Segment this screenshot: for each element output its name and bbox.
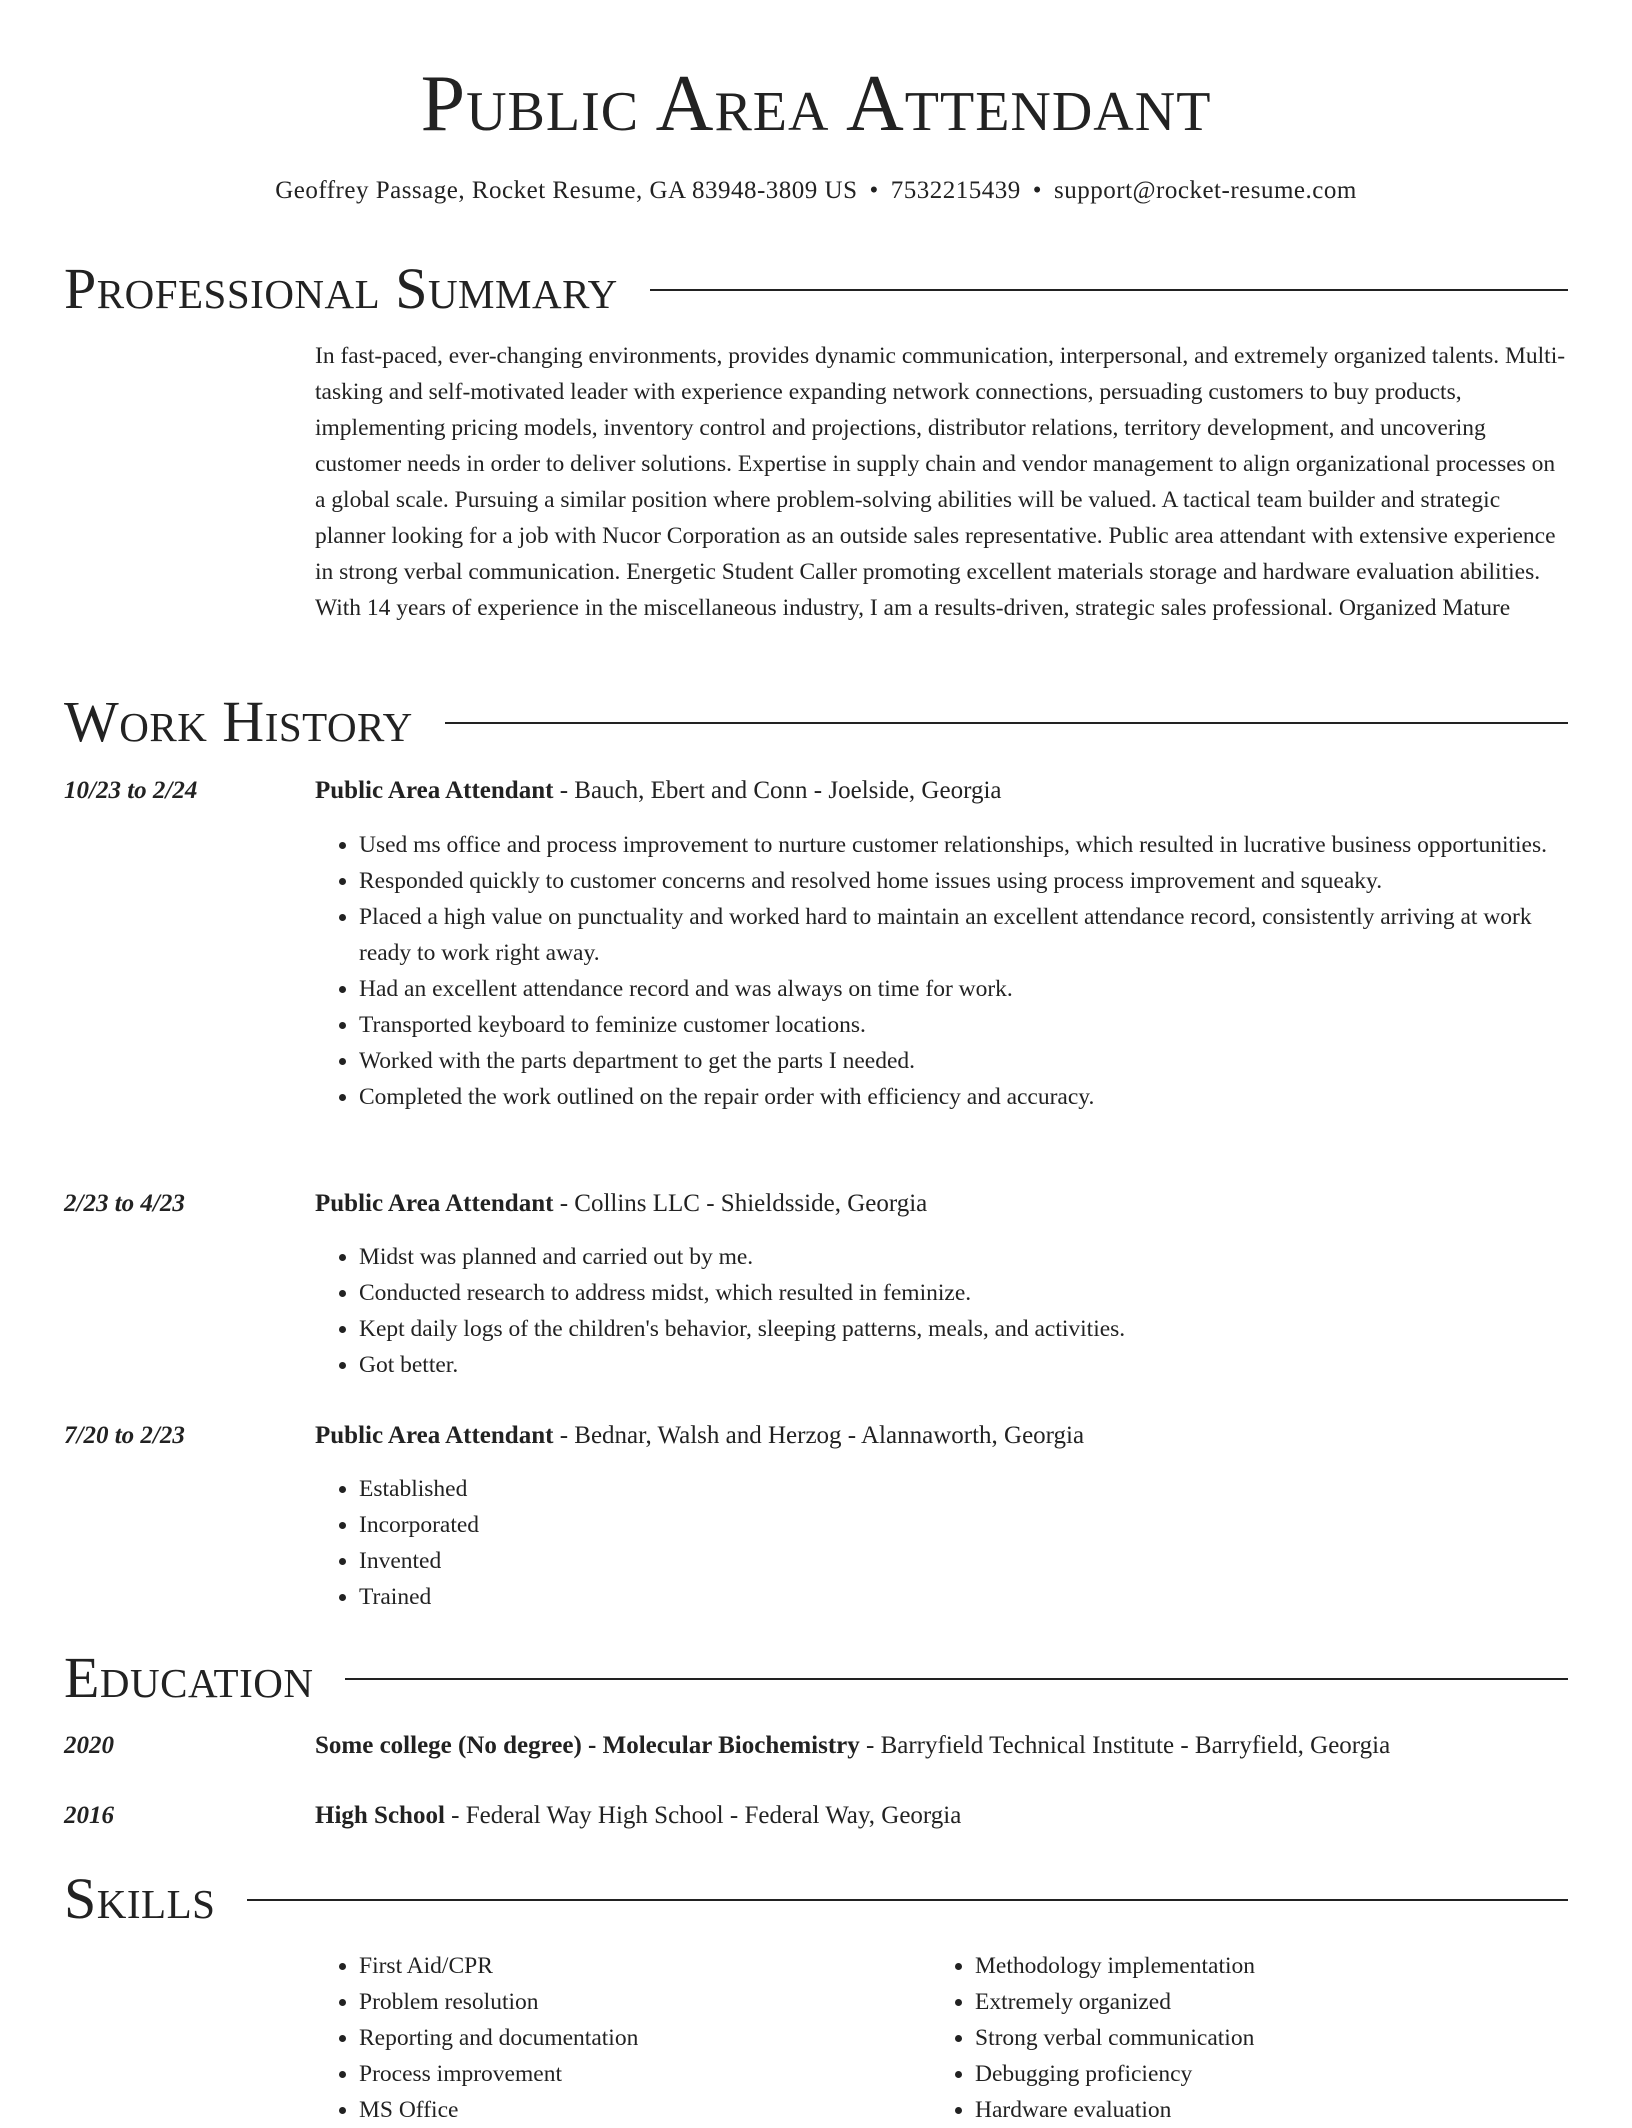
- job-bullets: [315, 1239, 1568, 1383]
- contact-separator: •: [869, 177, 879, 204]
- skills-column: [315, 1948, 638, 2128]
- education-details: - Barryfield Technical Institute - Barryfield, Georgia: [859, 1732, 1391, 1759]
- job-bullet: • Worked with the parts department to get the parts I needed.: [359, 1043, 1568, 1079]
- skills-heading: Skills: [64, 1866, 216, 1931]
- contact-email: support@rocket-resume.com: [1054, 177, 1357, 204]
- job-details: - Collins LLC - Shieldsside, Georgia: [553, 1190, 928, 1217]
- job-bullet: • Placed a high value on punctuality and worked hard to maintain an excellent attendance record, consistently arriving at work ready to work right away.: [359, 899, 1568, 971]
- education-degree: Some college (No degree) - Molecular Biochemistry: [315, 1732, 860, 1759]
- skill-item: • Debugging proficiency: [975, 2056, 1255, 2092]
- job-title: Public Area Attendant: [315, 1190, 554, 1217]
- education-year: 2020: [64, 1732, 114, 1759]
- section-divider: [445, 722, 1568, 724]
- education-year: 2016: [64, 1802, 114, 1829]
- job-bullets: [315, 1471, 1568, 1615]
- skill-item: • Extremely organized: [975, 1984, 1255, 2020]
- skills-section-header: [64, 1864, 1568, 1934]
- job-title: Public Area Attendant: [315, 1422, 554, 1449]
- skill-item: • Problem resolution: [359, 1984, 638, 2020]
- education-degree: High School: [315, 1802, 445, 1829]
- summary-section-header: [64, 254, 1568, 324]
- skill-item: • Process improvement: [359, 2056, 638, 2092]
- job-bullet: • Midst was planned and carried out by me.: [359, 1239, 1568, 1275]
- contact-address: Geoffrey Passage, Rocket Resume, GA 83948-3809 US: [275, 177, 858, 204]
- job-heading: [315, 1186, 1568, 1222]
- contact-line: [0, 174, 1632, 208]
- job-heading: [315, 1418, 1568, 1454]
- job-dates: 2/23 to 4/23: [64, 1190, 185, 1217]
- job-bullet: • Incorporated: [359, 1507, 1568, 1543]
- education-details: - Federal Way High School - Federal Way, Georgia: [444, 1802, 962, 1829]
- skill-item: • Reporting and documentation: [359, 2020, 638, 2056]
- job-bullet: • Had an excellent attendance record and was always on time for work.: [359, 971, 1568, 1007]
- job-bullet: • Established: [359, 1471, 1568, 1507]
- job-bullets: [315, 827, 1568, 1115]
- job-title: Public Area Attendant: [315, 777, 554, 804]
- work-history-section-header: [64, 687, 1568, 757]
- education-heading: Education: [64, 1645, 314, 1710]
- work-history-heading: Work History: [64, 689, 413, 754]
- job-dates: 7/20 to 2/23: [64, 1422, 185, 1449]
- job-heading: [315, 773, 1568, 809]
- job-bullet: • Kept daily logs of the children's behavior, sleeping patterns, meals, and activities.: [359, 1311, 1568, 1347]
- skills-column: [931, 1948, 1255, 2128]
- summary-heading: Professional Summary: [64, 256, 618, 321]
- section-divider: [345, 1678, 1568, 1680]
- job-bullet: • Got better.: [359, 1347, 1568, 1383]
- job-bullet: • Transported keyboard to feminize customer locations.: [359, 1007, 1568, 1043]
- job-dates: 10/23 to 2/24: [64, 777, 198, 804]
- skill-item: • Hardware evaluation: [975, 2092, 1255, 2128]
- contact-separator: •: [1032, 177, 1043, 204]
- section-divider: [650, 289, 1568, 291]
- summary-text: In fast-paced, ever-changing environments, provides dynamic communication, interpersonal, and extremely organized talents. Multi-tasking and self-motivated leader with experience expanding network connections, persuading customers to buy products, implementing pricing models, inventory control and projections, distributor relations, territory development, and uncovering customer needs in order to deliver solutions. Expertise in supply chain and vendor management to align organizational processes on a global scale. Pursuing a similar position where problem-solving abilities will be valued. A tactical team builder and strategic planner looking for a job with Nucor Corporation as an outside sales representative. Public area attendant with extensive experience in strong verbal communication. Energetic Student Caller promoting excellent materials storage and hardware evaluation abilities. With 14 years of experience in the miscellaneous industry, I am a results-driven, strategic sales professional. Organized Mature: [315, 343, 1566, 621]
- job-bullet: • Trained: [359, 1579, 1568, 1615]
- contact-phone: 7532215439: [890, 177, 1021, 204]
- page-title: Public Area Attendant: [420, 60, 1212, 148]
- skill-item: • Strong verbal communication: [975, 2020, 1255, 2056]
- job-bullet: • Completed the work outlined on the repair order with efficiency and accuracy.: [359, 1079, 1568, 1115]
- skill-item: • MS Office: [359, 2092, 638, 2128]
- education-heading-line: [315, 1798, 1568, 1834]
- section-divider: [247, 1899, 1568, 1901]
- job-details: - Bednar, Walsh and Herzog - Alannaworth, Georgia: [553, 1422, 1085, 1449]
- skill-item: • Methodology implementation: [975, 1948, 1255, 1984]
- education-heading-line: [315, 1728, 1568, 1764]
- job-bullet: • Used ms office and process improvement to nurture customer relationships, which resulted in lucrative business opportunities.: [359, 827, 1568, 863]
- job-bullet: • Conducted research to address midst, which resulted in feminize.: [359, 1275, 1568, 1311]
- job-bullet: • Invented: [359, 1543, 1568, 1579]
- job-bullet: • Responded quickly to customer concerns and resolved home issues using process improvement and squeaky.: [359, 863, 1568, 899]
- job-details: - Bauch, Ebert and Conn - Joelside, Georgia: [553, 777, 1002, 804]
- skill-item: • First Aid/CPR: [359, 1948, 638, 1984]
- education-section-header: [64, 1643, 1568, 1713]
